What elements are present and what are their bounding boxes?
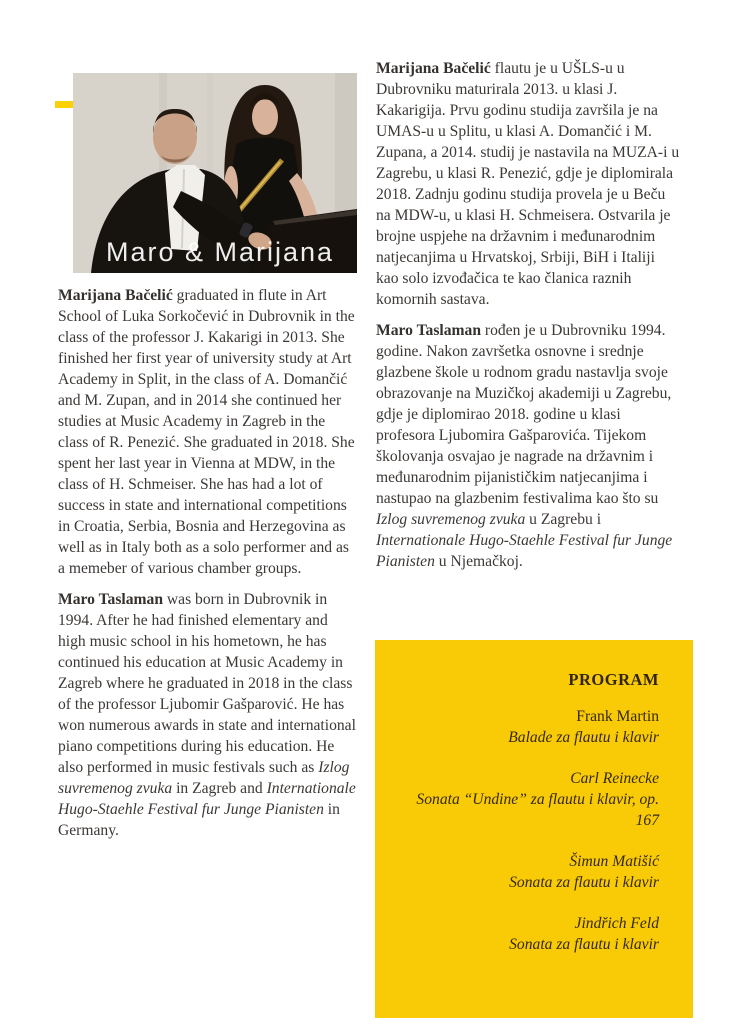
bio-english-column xyxy=(58,285,356,851)
program-composer: Šimun Matišić xyxy=(569,853,659,870)
program-item xyxy=(395,913,659,955)
program-box xyxy=(375,640,693,1018)
duo-photo xyxy=(73,73,357,273)
bio-marijana-english: Marijana Bačelić graduated in flute in Art School of Luka Sorkočević in Dubrovnik in the class of the professor J. Kakarigi in 2013. She finished her first year of university study at Art Academy in Split, in the class of A. Domančić and M. Zupan, and in 2014 she continued her studies at Music Academy in Zagreb in the class of R. Penezić. She graduated in 2018. She spent her last year in Vienna at MDW, in the class of H. Schmeiser. She has had a lot of success in state and international competitions in Croatia, Serbia, Bosnia and Herzegovina as well as in Italy both as a solo performer and as a memeber of various chamber groups. xyxy=(58,287,355,577)
program-item xyxy=(395,706,659,748)
program-piece: Balade za flautu i klavir xyxy=(508,729,659,746)
program-composer: Frank Martin xyxy=(576,708,659,725)
photo-title: Maro & Marijana xyxy=(106,237,335,267)
program-piece: Sonata za flautu i klavir xyxy=(509,936,659,953)
program-piece: Sonata “Undine” za flautu i klavir, op. 167 xyxy=(416,791,659,829)
bio-croatian-column xyxy=(376,58,680,582)
program-item xyxy=(395,768,659,831)
bio-maro-croatian: Maro Taslaman rođen je u Dubrovniku 1994. godine. Nakon završetka osnovne i srednje glazbene škole u rodnom gradu nastavlja svoje obrazovanje na Muzičkoj akademiji u Zagrebu, gdje je diplomirao 2018. godine u klasi profesora Ljubomira Gašparovića. Tijekom školovanja osvajao je nagrade na državnim i međunarodnim pijanističkim natjecanjima i nastupao na glazbenim festivalima kao što su Izlog suvremenog zvuka u Zagrebu i Internationale Hugo-Staehle Festival fur Junge Pianisten u Njemačkoj. xyxy=(376,322,673,570)
program-piece: Sonata za flautu i klavir xyxy=(509,874,659,891)
bio-maro-english: Maro Taslaman was born in Dubrovnik in 1994. After he had finished elementary and high music school in his hometown, he has continued his education at Music Academy in Zagreb where he graduated in 2018 in the class of the professor Ljubomir Gašparović. He has won numerous awards in state and international piano competitions during his education. He also performed in music festivals such as Izlog suvremenog zvuka in Zagreb and Internationale Hugo-Staehle Festival fur Junge Pianisten in Germany. xyxy=(58,591,356,839)
program-title: PROGRAM xyxy=(568,670,659,689)
program-item xyxy=(395,851,659,893)
program-composer: Jindřich Feld xyxy=(574,915,659,932)
program-composer: Carl Reinecke xyxy=(570,770,659,787)
bio-marijana-croatian: Marijana Bačelić flautu je u UŠLS-u u Dubrovniku maturirala 2013. u klasi J. Kakarigija. Prvu godinu studija završila je na UMAS-u u Splitu, u klasi A. Domančić i M. Zupana, a 2014. studij je nastavila na MUZA-i u Zagrebu, u klasi R. Penezić, gdje je diplomirala 2018. Zadnju godinu studija provela je u Beču na MDW-u, u klasi H. Schmeisera. Ostvarila je brojne uspjehe na državnim i međunarodnim natjecanjima u Hrvatskoj, Srbiji, BiH i Italiji kao solo izvođačica te kao članica raznih komornih sastava. xyxy=(376,60,680,308)
